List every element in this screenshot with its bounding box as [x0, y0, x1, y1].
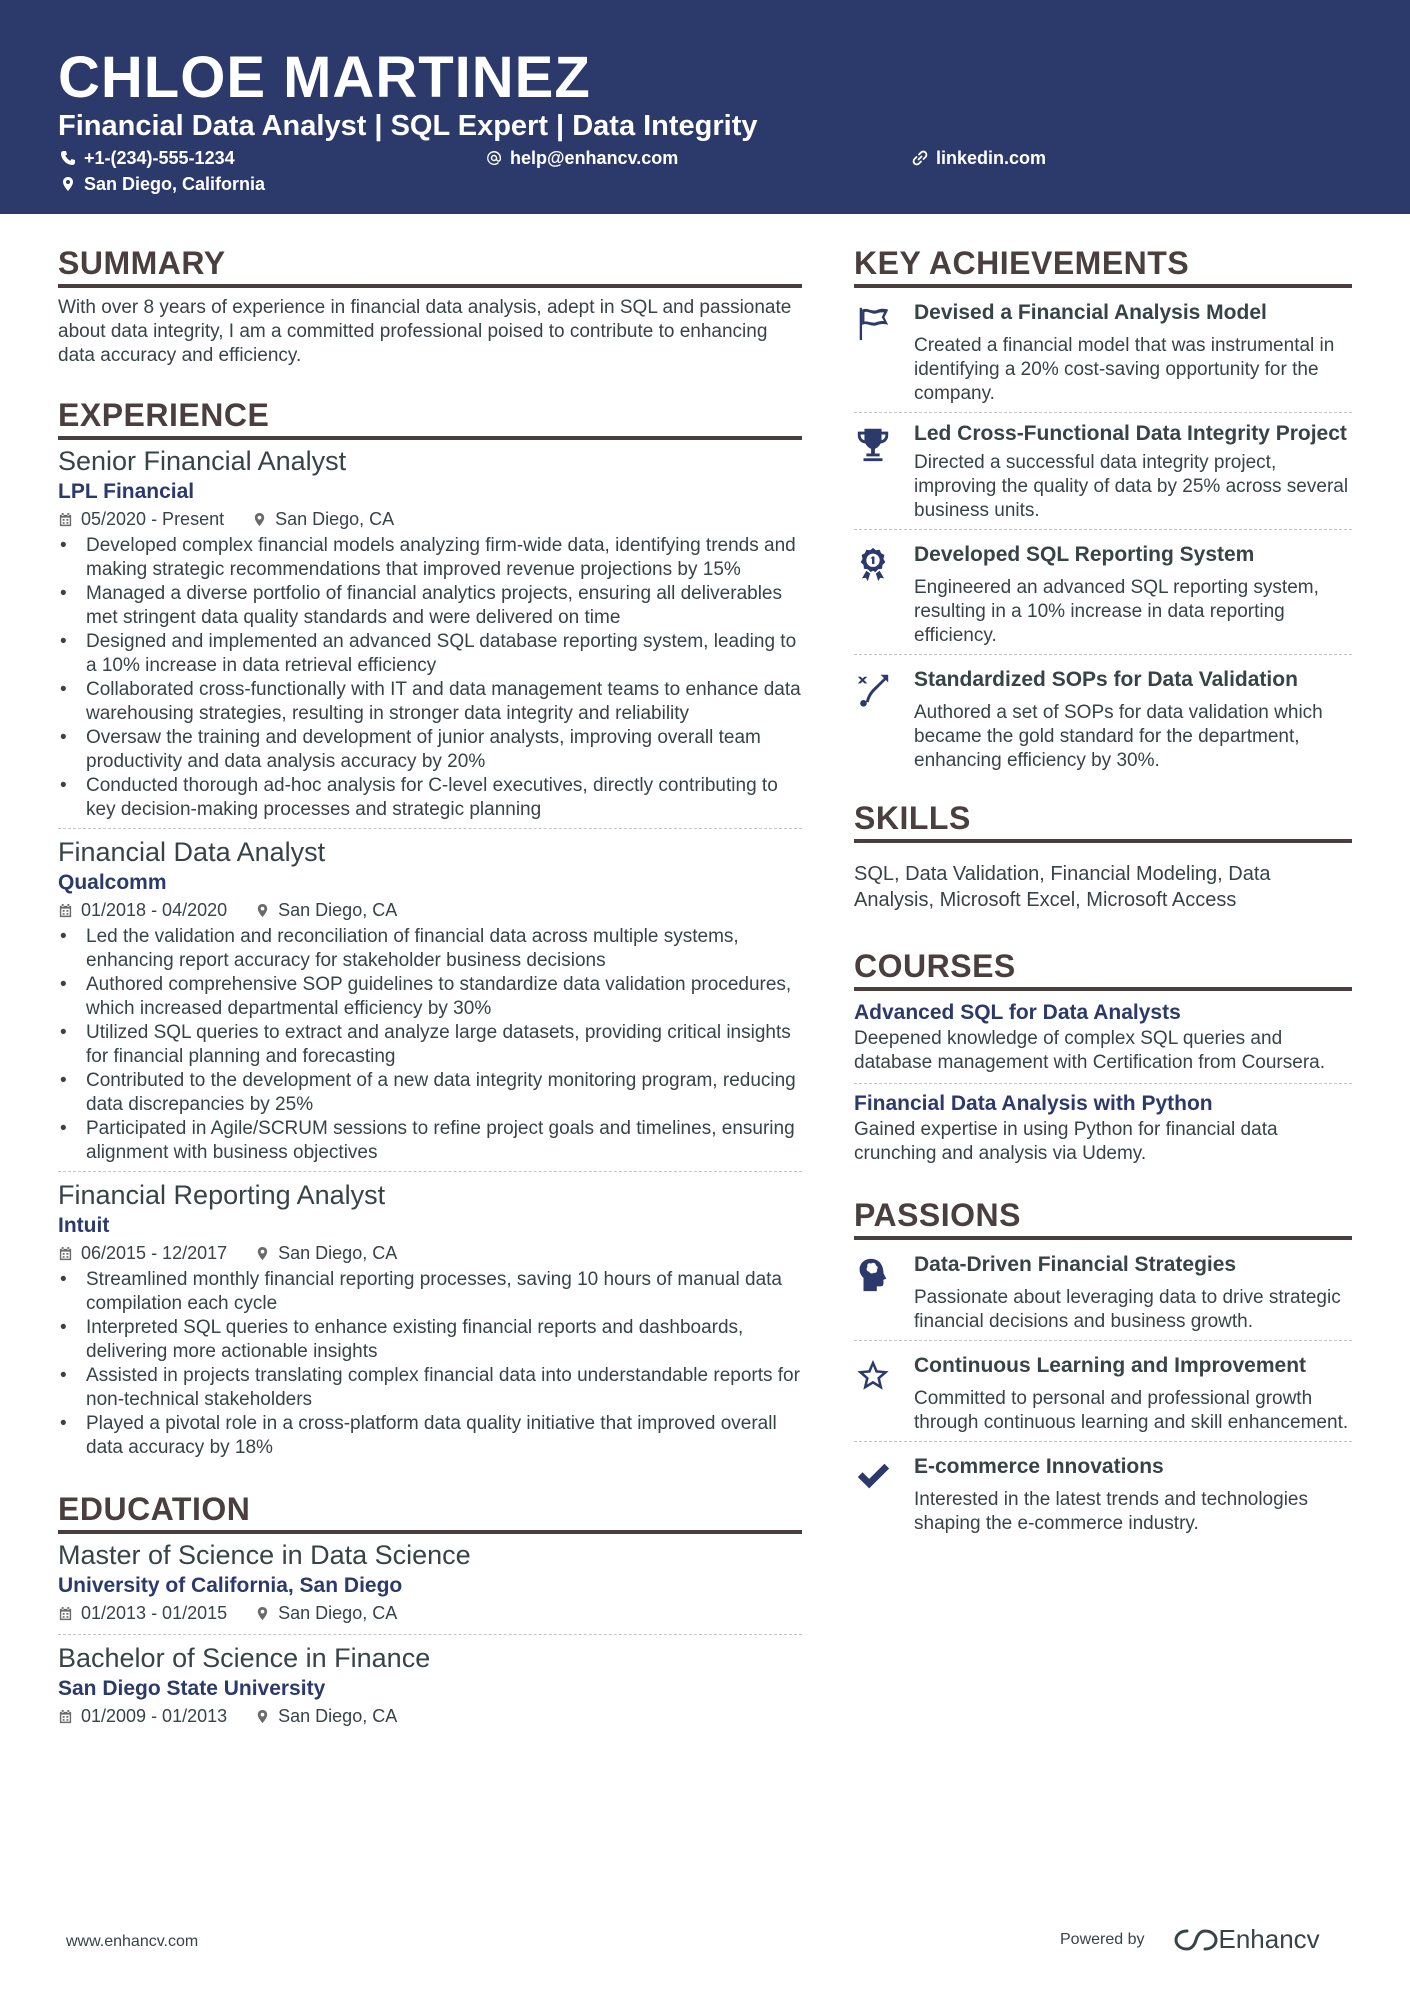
bullet-item: • Oversaw the training and development of junior analysts, improving overall team productivity and data analysis accuracy by 20%	[58, 726, 802, 774]
powered-by-text: Powered by	[1060, 1930, 1145, 1948]
achievement-body	[914, 421, 1352, 523]
bullet-item: • Conducted thorough ad-hoc analysis for C-level executives, directly contributing to key decision-making processes and strategic planning	[58, 774, 802, 822]
passion-title: Data-Driven Financial Strategies	[914, 1253, 1237, 1276]
job-location	[255, 1240, 397, 1266]
head-brain-icon	[854, 1256, 892, 1294]
courses-title: COURSES	[854, 947, 1352, 991]
achievement-title: Led Cross-Functional Data Integrity Project	[914, 422, 1347, 445]
job-entry	[58, 1172, 802, 1466]
award-ribbon-icon	[854, 546, 892, 584]
bullet-item: • Assisted in projects translating complex financial data into understandable reports for non-technical stakeholders	[58, 1364, 802, 1412]
company-name: Intuit	[58, 1214, 110, 1237]
degree-title: Bachelor of Science in Finance	[58, 1643, 431, 1673]
strategy-icon	[854, 671, 892, 709]
education-meta	[58, 1600, 802, 1626]
bullet-item: • Streamlined monthly financial reporting processes, saving 10 hours of manual data compilation each cycle	[58, 1268, 802, 1316]
job-meta	[58, 1240, 802, 1266]
candidate-headline: Financial Data Analyst | SQL Expert | Data Integrity	[58, 110, 758, 142]
course-item	[854, 1084, 1352, 1166]
degree-title: Master of Science in Data Science	[58, 1540, 471, 1570]
link-icon	[912, 150, 928, 166]
job-location-text: San Diego, CA	[278, 900, 398, 920]
school-name: San Diego State University	[58, 1677, 326, 1700]
bullet-item: • Collaborated cross-functionally with IT and data management teams to enhance data warehousing strategies, resulting in stronger data integrity and reliability	[58, 678, 802, 726]
location-pin-icon	[255, 1246, 270, 1261]
education-location-text: San Diego, CA	[278, 1706, 398, 1726]
education-title: EDUCATION	[58, 1490, 802, 1534]
achievement-icon-wrap	[854, 421, 914, 523]
contact-website[interactable]	[912, 146, 1046, 170]
bullet-item: • Participated in Agile/SCRUM sessions to refine project goals and timelines, ensuring alignment with business objectives	[58, 1117, 802, 1165]
passion-body	[914, 1353, 1352, 1435]
job-title: Financial Data Analyst	[58, 837, 326, 867]
job-location-text: San Diego, CA	[275, 509, 395, 529]
phone-icon	[60, 150, 76, 166]
calendar-icon	[58, 1709, 73, 1724]
achievement-item	[854, 655, 1352, 773]
job-title: Financial Reporting Analyst	[58, 1180, 386, 1210]
experience-section	[58, 396, 802, 1466]
star-icon	[854, 1357, 892, 1395]
course-item	[854, 991, 1352, 1084]
achievement-body	[914, 300, 1352, 406]
website-text[interactable]: linkedin.com	[936, 148, 1047, 168]
footer-website[interactable]: www.enhancv.com	[66, 1933, 199, 1950]
job-title: Senior Financial Analyst	[58, 446, 347, 476]
job-entry	[58, 829, 802, 1172]
resume-header	[0, 0, 1410, 214]
enhancv-brand-text: Enhancv	[1218, 1924, 1320, 1954]
job-bullets	[58, 1268, 802, 1460]
job-bullets	[58, 534, 802, 822]
bullet-item: • Contributed to the development of a new data integrity monitoring program, reducing data discrepancies by 25%	[58, 1069, 802, 1117]
bullet-item: • Utilized SQL queries to extract and analyze large datasets, providing critical insights for financial planning and forecasting	[58, 1021, 802, 1069]
email-text[interactable]: help@enhancv.com	[510, 148, 679, 168]
education-dates: 01/2009 - 01/2013	[81, 1706, 228, 1726]
at-icon	[486, 150, 502, 166]
bullet-item: • Designed and implemented an advanced SQL database reporting system, leading to a 10% increase in data retrieval efficiency	[58, 630, 802, 678]
course-desc: Gained expertise in using Python for financial data crunching and analysis via Udemy.	[854, 1119, 1278, 1164]
skills-title: SKILLS	[854, 799, 1352, 843]
passion-item	[854, 1341, 1352, 1442]
passion-title: E-commerce Innovations	[914, 1455, 1164, 1478]
bullet-item: • Developed complex financial models analyzing firm-wide data, identifying trends and making strategic recommendations that improved revenue projections by 15%	[58, 534, 802, 582]
contact-email[interactable]	[486, 146, 678, 170]
education-section	[58, 1490, 802, 1729]
passions-title: PASSIONS	[854, 1196, 1352, 1240]
achievement-body	[914, 542, 1352, 648]
achievement-title: Standardized SOPs for Data Validation	[914, 668, 1298, 691]
course-desc: Deepened knowledge of complex SQL queries and database management with Certification from Coursera.	[854, 1028, 1326, 1073]
flag-icon	[854, 304, 892, 342]
education-location	[255, 1600, 397, 1626]
education-location	[255, 1703, 397, 1729]
bullet-item: • Authored comprehensive SOP guidelines to standardize data validation procedures, which increased departmental efficiency by 30%	[58, 973, 802, 1021]
trophy-icon	[854, 425, 892, 463]
job-dates: 05/2020 - Present	[81, 509, 225, 529]
experience-title: EXPERIENCE	[58, 396, 802, 440]
courses-section	[854, 947, 1352, 1166]
phone-text: +1-(234)-555-1234	[84, 148, 235, 168]
passion-body	[914, 1252, 1352, 1334]
calendar-icon	[58, 1606, 73, 1621]
job-entry	[58, 440, 802, 829]
education-meta	[58, 1703, 802, 1729]
job-location	[252, 506, 394, 532]
calendar-icon	[58, 903, 73, 918]
education-entry	[58, 1534, 802, 1635]
bullet-item: • Interpreted SQL queries to enhance existing financial reports and dashboards, delivering more actionable insights	[58, 1316, 802, 1364]
achievement-body	[914, 667, 1352, 773]
passion-icon-wrap	[854, 1353, 914, 1435]
achievement-icon-wrap	[854, 300, 914, 406]
achievement-desc: Engineered an advanced SQL reporting system, resulting in a 10% increase in data reporting efficiency.	[914, 577, 1319, 646]
location-pin-icon	[255, 903, 270, 918]
contact-phone	[60, 146, 235, 170]
achievement-desc: Created a financial model that was instrumental in identifying a 20% cost-saving opportunity for the company.	[914, 335, 1335, 404]
passion-icon-wrap	[854, 1454, 914, 1536]
calendar-icon	[58, 512, 73, 527]
education-entry	[58, 1635, 802, 1729]
skills-section	[854, 799, 1352, 913]
bullet-item: • Led the validation and reconciliation of financial data across multiple systems, enhancing report accuracy for stakeholder business decisions	[58, 925, 802, 973]
achievements-title: KEY ACHIEVEMENTS	[854, 244, 1352, 288]
passion-item	[854, 1442, 1352, 1536]
passion-icon-wrap	[854, 1252, 914, 1334]
candidate-name: CHLOE MARTINEZ	[58, 45, 591, 110]
bullet-item: • Managed a diverse portfolio of financial analytics projects, ensuring all deliverables met stringent data quality standards and were delivered on time	[58, 582, 802, 630]
education-dates: 01/2013 - 01/2015	[81, 1603, 228, 1623]
achievement-icon-wrap	[854, 542, 914, 648]
achievement-item	[854, 413, 1352, 530]
passion-desc: Passionate about leveraging data to drive strategic financial decisions and business growth.	[914, 1287, 1341, 1332]
job-meta	[58, 506, 802, 532]
education-location-text: San Diego, CA	[278, 1603, 398, 1623]
job-location	[255, 897, 397, 923]
bullet-item: • Played a pivotal role in a cross-platform data quality initiative that improved overall data accuracy by 18%	[58, 1412, 802, 1460]
passions-section	[854, 1196, 1352, 1536]
passion-body	[914, 1454, 1352, 1536]
right-column	[854, 244, 1352, 1536]
summary-section	[58, 244, 802, 368]
calendar-icon	[58, 1246, 73, 1261]
job-location-text: San Diego, CA	[278, 1243, 398, 1263]
passion-desc: Committed to personal and professional growth through continuous learning and skill enhancement.	[914, 1388, 1349, 1433]
achievement-desc: Directed a successful data integrity project, improving the quality of data by 25% across several business units.	[914, 452, 1349, 521]
job-dates: 06/2015 - 12/2017	[81, 1243, 228, 1263]
achievement-title: Devised a Financial Analysis Model	[914, 301, 1267, 324]
achievement-item	[854, 530, 1352, 655]
skills-text: SQL, Data Validation, Financial Modeling, Data Analysis, Microsoft Excel, Microsoft Access	[854, 863, 1271, 911]
location-pin-icon	[255, 1709, 270, 1724]
achievements-section	[854, 244, 1352, 773]
achievement-item	[854, 288, 1352, 413]
job-bullets	[58, 925, 802, 1165]
contact-location	[60, 172, 265, 196]
passion-title: Continuous Learning and Improvement	[914, 1354, 1307, 1377]
job-meta	[58, 897, 802, 923]
location-pin-icon	[255, 1606, 270, 1621]
location-pin-icon	[252, 512, 267, 527]
summary-title: SUMMARY	[58, 244, 802, 288]
enhancv-logo[interactable]	[1173, 1924, 1320, 1955]
achievement-icon-wrap	[854, 667, 914, 773]
school-name: University of California, San Diego	[58, 1574, 403, 1597]
job-dates: 01/2018 - 04/2020	[81, 900, 228, 920]
achievement-desc: Authored a set of SOPs for data validation which became the gold standard for the department, enhancing efficiency by 30%.	[914, 702, 1323, 771]
checkmark-icon	[854, 1458, 892, 1496]
location-pin-icon	[60, 176, 76, 192]
company-name: LPL Financial	[58, 480, 195, 503]
course-title: Advanced SQL for Data Analysts	[854, 1001, 1181, 1024]
company-name: Qualcomm	[58, 871, 167, 894]
summary-text: With over 8 years of experience in financial data analysis, adept in SQL and passionate about data integrity, I am a committed professional poised to contribute to enhancing data accuracy and efficiency.	[58, 297, 792, 366]
left-column	[58, 244, 802, 1729]
location-text: San Diego, California	[84, 174, 266, 194]
course-title: Financial Data Analysis with Python	[854, 1092, 1213, 1115]
passion-desc: Interested in the latest trends and technologies shaping the e-commerce industry.	[914, 1489, 1308, 1534]
enhancv-logo-icon	[1173, 1927, 1219, 1953]
achievement-title: Developed SQL Reporting System	[914, 543, 1255, 566]
footer-branding	[1060, 1924, 1320, 1955]
passion-item	[854, 1240, 1352, 1341]
